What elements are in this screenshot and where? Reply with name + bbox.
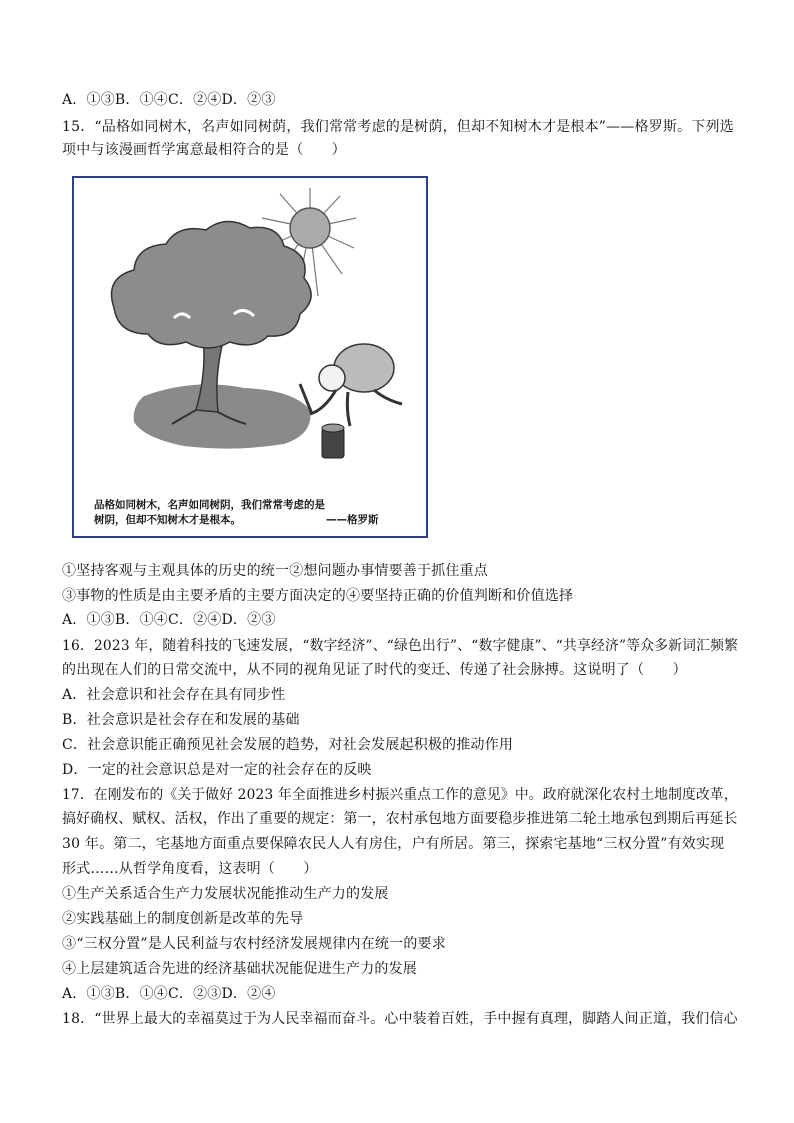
q16-stem-line1: 16．2023 年，随着科技的飞速发展，“数字经济”、“绿色出行”、“数字健康”、“共享经济”等众多新词汇频繁 <box>62 638 739 654</box>
q14-options: A．①③B．①④C．②④D．②③ <box>62 92 276 108</box>
q17-stem-line4: 形式……从哲学角度看，这表明（ ） <box>62 861 318 877</box>
q17-statement-1: ①生产关系适合生产力发展状况能推动生产力的发展 <box>62 886 389 902</box>
q17-options: A．①③B．①④C．②③D．②④ <box>62 986 276 1002</box>
q17-statement-3: ③“三权分置”是人民利益与农村经济发展规律内在统一的要求 <box>62 936 446 952</box>
cartoon-caption-line2: 树阴，但却不知树木才是根本。 <box>94 514 241 526</box>
sun-icon <box>290 208 330 248</box>
q15-stem-line1: 15．“品格如同树木，名声如同树荫，我们常常考虑的是树荫，但却不知树木才是根本”——格罗斯。下列选 <box>62 119 734 135</box>
cartoon-caption <box>94 498 414 528</box>
q17-stem-line3: 30 年。第二，宅基地方面重点要保障农民人人有房住，户有所居。第三，探索宅基地“三权分置”有效实现 <box>62 836 725 852</box>
tree-canopy <box>112 221 312 348</box>
q15-statement-1-2: ①坚持客观与主观具体的历史的统一②想问题办事情要善于抓住重点 <box>62 563 488 579</box>
tree-shadow <box>134 384 311 448</box>
cartoon-figure <box>72 176 428 538</box>
q17-statement-4: ④上层建筑适合先进的经济基础状况能促进生产力的发展 <box>62 961 417 977</box>
q16-stem-line2: 的出现在人们的日常交流中，从不同的视角见证了时代的变迁、传递了社会脉搏。这说明了（ ） <box>62 662 687 678</box>
q17-stem-line1: 17．在刚发布的《关于做好 2023 年全面推进乡村振兴重点工作的意见》中。政府就深化农村土地制度改革， <box>62 787 738 803</box>
q17-statement-2: ②实践基础上的制度创新是改革的先导 <box>62 911 304 927</box>
man-head <box>319 365 345 391</box>
cartoon-caption-author: ——格罗斯 <box>326 514 379 526</box>
q16-option-c: C．社会意识能正确预见社会发展的趋势，对社会发展起积极的推动作用 <box>62 737 514 753</box>
q15-stem-line2: 项中与该漫画哲学寓意最相符合的是（ ） <box>62 142 346 158</box>
q16-option-a: A．社会意识和社会存在具有同步性 <box>62 687 286 703</box>
cartoon-illustration <box>74 178 426 536</box>
q16-option-b: B．社会意识是社会存在和发展的基础 <box>62 712 300 728</box>
q17-stem-line2: 搞好确权、赋权、活权，作出了重要的规定：第一，农村承包地方面要稳步推进第二轮土地承包到期后再延长 <box>62 811 738 827</box>
cartoon-caption-line1: 品格如同树木，名声如同树阴，我们常常考虑的是 <box>94 499 325 511</box>
q15-options: A．①③B．①④C．②④D．②③ <box>62 612 276 628</box>
q18-stem-line1: 18．“世界上最大的幸福莫过于为人民幸福而奋斗。心中装着百姓，手中握有真理，脚踏人间正道，我们信心 <box>62 1011 738 1027</box>
q15-statement-3-4: ③事物的性质是由主要矛盾的主要方面决定的④要坚持正确的价值判断和价值选择 <box>62 588 574 604</box>
q16-option-d: D．一定的社会意识总是对一定的社会存在的反映 <box>62 762 372 778</box>
